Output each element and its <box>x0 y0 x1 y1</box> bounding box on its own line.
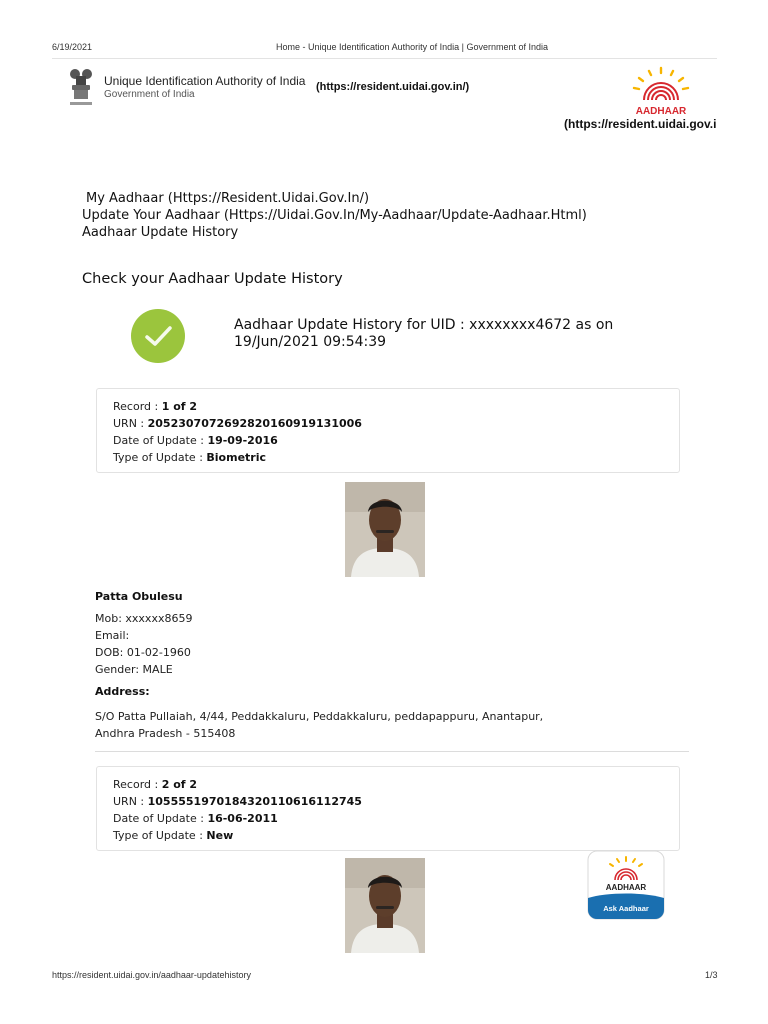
breadcrumb-update-aadhaar[interactable]: Update Your Aadhaar (Https://Uidai.Gov.In/My-Aadhaar/Update-Aadhaar.Html) <box>82 208 587 223</box>
aadhaar-logo-icon[interactable] <box>622 66 700 118</box>
record-urn-line: URN : 2052307072692820160919131006 <box>113 417 362 430</box>
record-type-line: Type of Update : Biometric <box>113 451 267 464</box>
address-line-1: S/O Patta Pullaiah, 4/44, Peddakkaluru, Peddakkaluru, peddapappuru, Anantapur, <box>95 710 544 723</box>
national-emblem-icon <box>66 66 96 110</box>
ask-aadhaar-logo-text: AADHAAR <box>605 883 647 892</box>
breadcrumb-update-history: Aadhaar Update History <box>82 225 239 240</box>
address-line-2: Andhra Pradesh - 515408 <box>95 727 236 740</box>
record-card <box>96 388 680 473</box>
record-date-line: Date of Update : 16-06-2011 <box>113 812 278 825</box>
aadhaar-logo-link[interactable]: (https://resident.uidai.gov.i <box>564 117 717 131</box>
org-subtitle: Government of India <box>104 89 195 100</box>
record-number-line: Record : 2 of 2 <box>113 778 198 791</box>
record-urn-line: URN : 1055551970184320110616112745 <box>113 795 362 808</box>
breadcrumb-my-aadhaar[interactable]: My Aadhaar (Https://Resident.Uidai.Gov.In/) <box>86 191 370 206</box>
page-number: 1/3 <box>705 970 718 980</box>
footer-url: https://resident.uidai.gov.in/aadhaar-updatehistory <box>52 970 251 980</box>
resident-photo <box>345 482 425 577</box>
dob-line: DOB: 01-02-1960 <box>95 646 191 659</box>
record-number-line: Record : 1 of 2 <box>113 400 198 413</box>
record-type-line: Type of Update : New <box>113 829 234 842</box>
email-line: Email: <box>95 629 130 642</box>
success-check-icon <box>131 309 185 363</box>
record-date-line: Date of Update : 19-09-2016 <box>113 434 278 447</box>
gender-line: Gender: MALE <box>95 663 173 676</box>
person-name: Patta Obulesu <box>95 590 183 603</box>
record-divider <box>95 751 689 752</box>
print-page-title: Home - Unique Identification Authority of India | Government of India <box>276 42 548 52</box>
ask-aadhaar-app-icon[interactable] <box>587 850 665 920</box>
record-card <box>96 766 680 851</box>
print-date: 6/19/2021 <box>52 42 93 52</box>
address-heading: Address: <box>95 685 150 698</box>
aadhaar-logo-text: AADHAAR <box>635 106 687 117</box>
page-title: Check your Aadhaar Update History <box>82 271 343 287</box>
resident-photo <box>345 858 425 953</box>
org-home-link[interactable]: (https://resident.uidai.gov.in/) <box>316 81 470 93</box>
history-heading: Aadhaar Update History for UID : xxxxxxxx4672 as on 19/Jun/2021 09:54:39 <box>234 317 614 350</box>
header-divider <box>52 58 717 59</box>
org-name: Unique Identification Authority of India <box>104 74 306 88</box>
ask-aadhaar-label: Ask Aadhaar <box>603 904 649 913</box>
mobile-line: Mob: xxxxxx8659 <box>95 612 193 625</box>
